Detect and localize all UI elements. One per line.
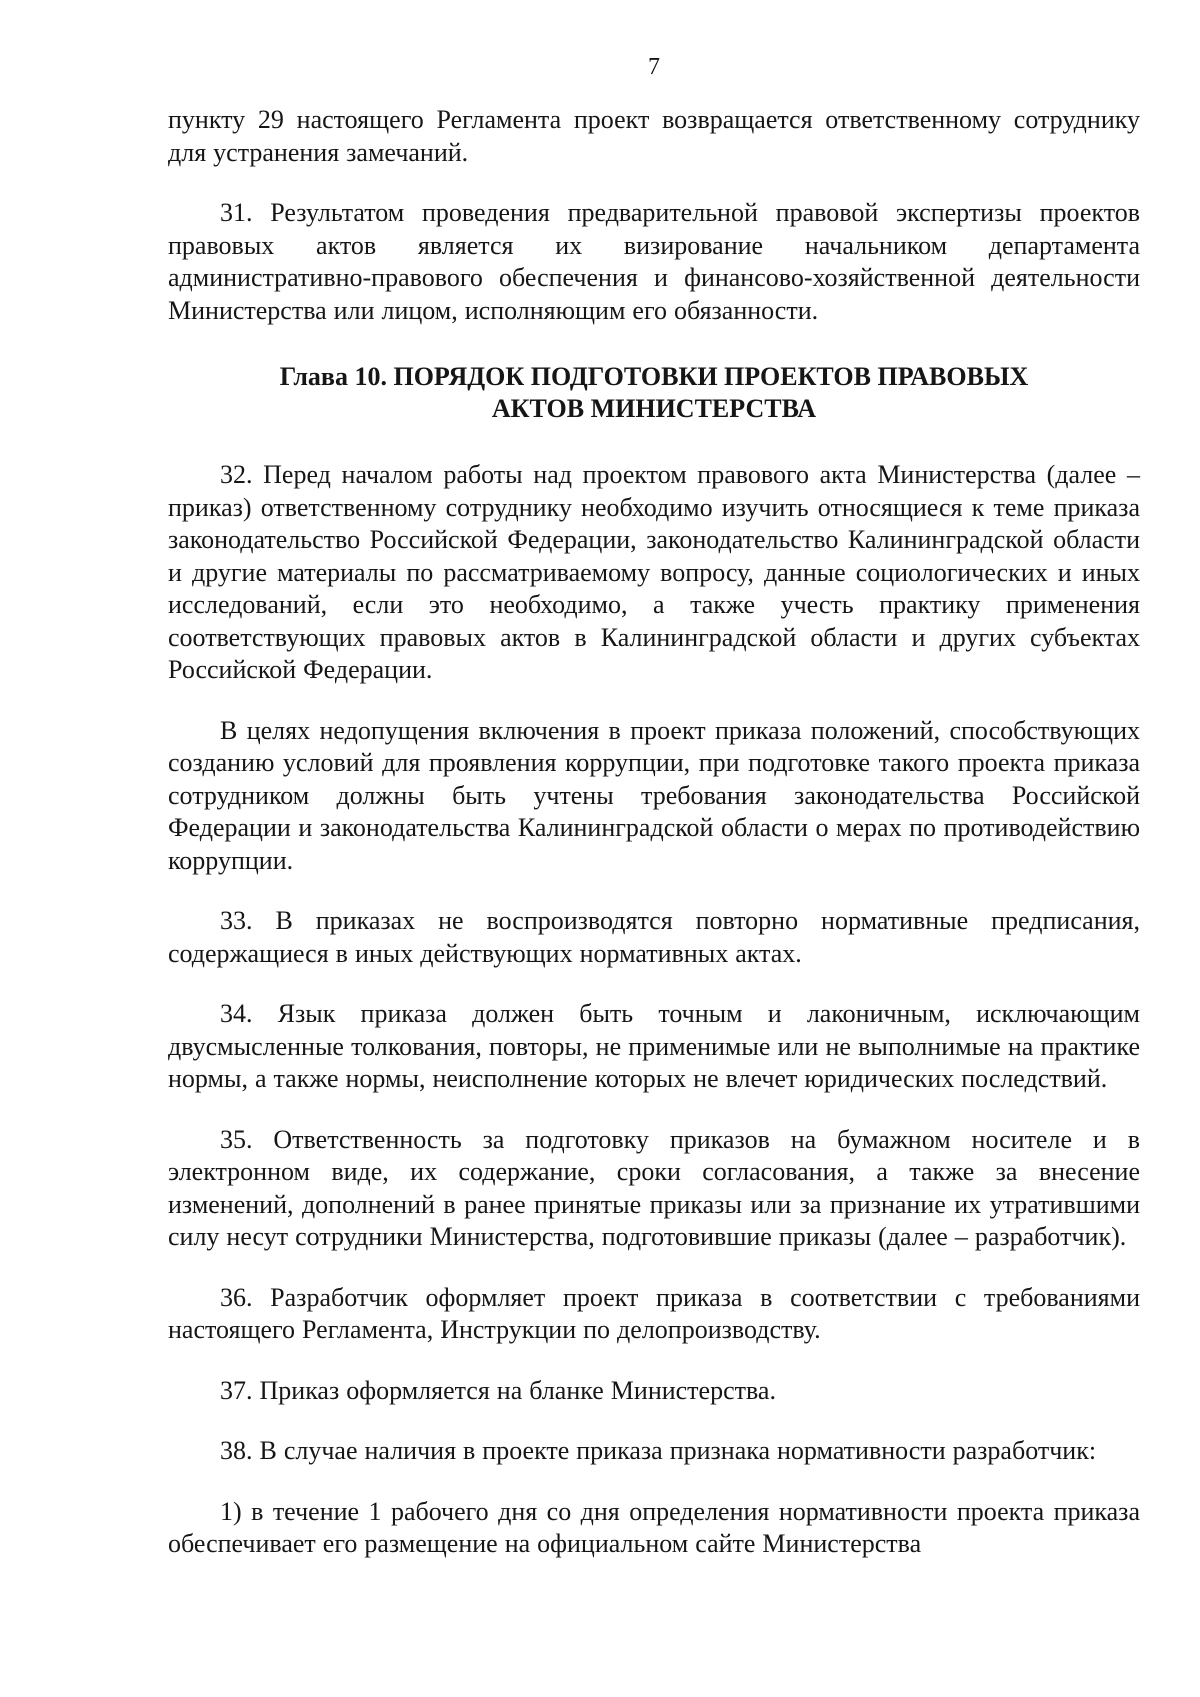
paragraph-32: 32. Перед началом работы над проектом правового акта Министерства (далее – приказ) ответственному сотруднику необходимо изучить относящиеся к теме приказа законодательство Российской Федерации, законодательство Калининградской области и другие материалы по рассматриваемому вопросу, данные социологических и иных исследований, если это необходимо, а также учесть практику применения соответствующих правовых актов в Калининградской области и других субъектах Российской Федерации.	[168, 460, 1140, 684]
paragraph-38-item-1: 1) в течение 1 рабочего дня со дня определения нормативности проекта приказа обеспечивает его размещение на официальном сайте Министерства	[168, 1496, 1140, 1558]
paragraph-31: 31. Результатом проведения предварительной правовой экспертизы проектов правовых актов является их визирование начальником департамента административно-правового обеспечения и финансово-хозяйственной деятельности Министерства или лицом, исполняющим его обязанности.	[168, 198, 1140, 325]
paragraph-32-anticorruption: В целях недопущения включения в проект приказа положений, способствующих созданию условий для проявления коррупции, при подготовке такого проекта приказа сотрудником должны быть учтены требования законодательства Российской Федерации и законодательства Калининградской области о мерах по противодействию коррупции.	[168, 715, 1140, 875]
page-number: 7	[648, 54, 660, 80]
paragraph-34: 34. Язык приказа должен быть точным и лаконичным, исключающим двусмысленные толкования, повторы, не применимые или не выполнимые на практике нормы, а также нормы, неисполнение которых не влечет юридических последствий.	[168, 999, 1140, 1093]
document-body	[168, 104, 1140, 1561]
chapter-heading-line-2: АКТОВ МИНИСТЕРСТВА	[491, 394, 817, 423]
paragraph-36: 36. Разработчик оформляет проект приказа в соответствии с требованиями настоящего Регламента, Инструкции по делопроизводству.	[168, 1282, 1140, 1344]
paragraph-38: 38. В случае наличия в проекте приказа признака нормативности разработчик:	[220, 1436, 1097, 1465]
paragraph-33: 33. В приказах не воспроизводятся повторно нормативные предписания, содержащиеся в иных действующих нормативных актах.	[168, 906, 1140, 968]
paragraph-continuation-30: пункту 29 настоящего Регламента проект возвращается ответственному сотруднику для устранения замечаний.	[168, 105, 1140, 167]
chapter-heading	[168, 361, 1140, 425]
paragraph-37: 37. Приказ оформляется на бланке Министерства.	[220, 1375, 776, 1405]
chapter-heading-line-1: Глава 10. ПОРЯДОК ПОДГОТОВКИ ПРОЕКТОВ ПРАВОВЫХ	[279, 362, 1029, 391]
paragraph-35: 35. Ответственность за подготовку приказов на бумажном носителе и в электронном виде, их содержание, сроки согласования, а также за внесение изменений, дополнений в ранее принятые приказы или за признание их утратившими силу несут сотрудники Министерства, подготовившие приказы (далее – разработчик).	[168, 1124, 1140, 1251]
